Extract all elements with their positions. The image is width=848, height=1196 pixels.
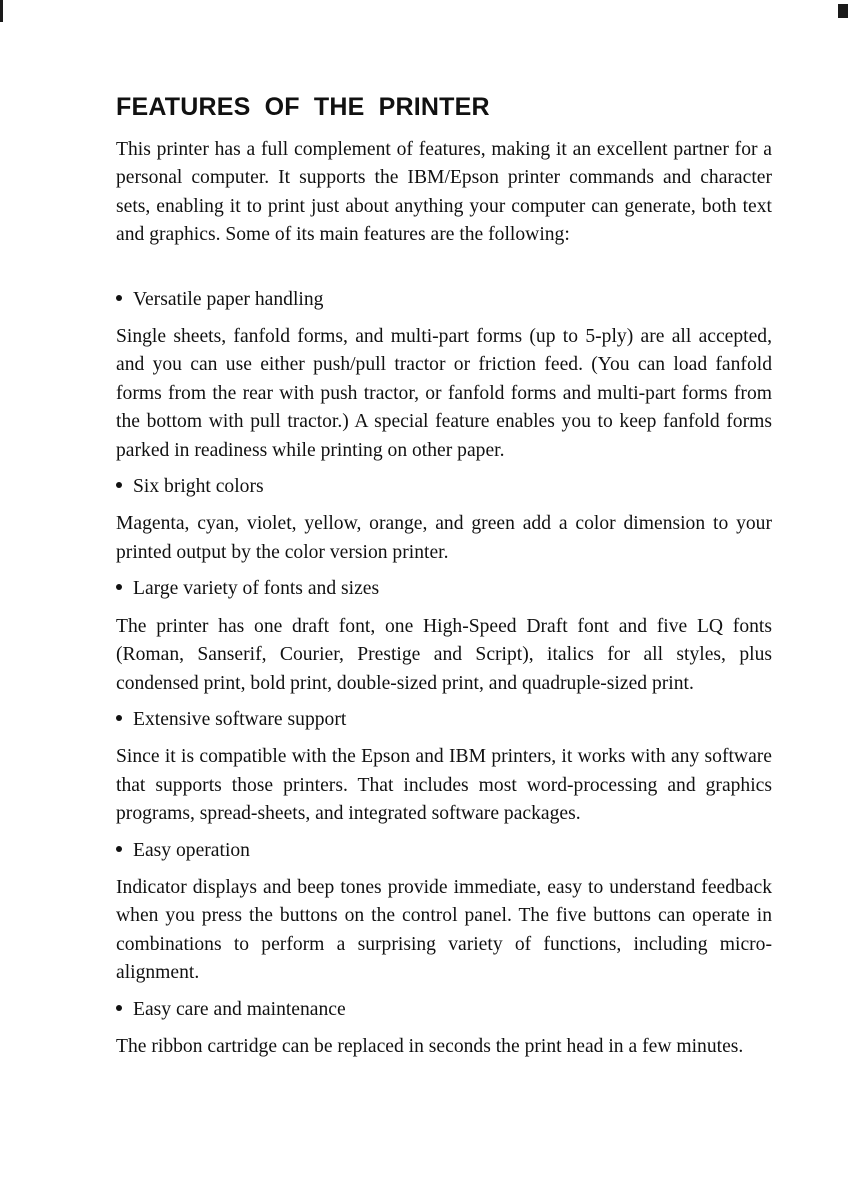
feature-body: Single sheets, fanfold forms, and multi-part forms (up to 5-ply) are all accepted, and you can use either push/pull tractor or friction feed. (You can load fanfold forms from the rear with push tractor, or fanfold forms and multi-part forms from the bottom with pull tractor.) A special feature enables you to keep fanfold forms parked in readiness while printing on other paper. xyxy=(116,326,772,461)
feature-section-fonts xyxy=(116,575,772,698)
feature-heading-text: Six bright colors xyxy=(133,476,264,498)
feature-body: The printer has one draft font, one High-Speed Draft font and five LQ fonts (Roman, Sanserif, Courier, Prestige and Script), italics for all styles, plus condensed print, bold print, double-sized print, and quadruple-sized print. xyxy=(116,615,772,694)
feature-section-paper-handling xyxy=(116,286,772,465)
feature-section-operation xyxy=(116,837,772,988)
feature-heading xyxy=(116,706,772,734)
bullet-icon xyxy=(116,846,122,852)
feature-body: The ribbon cartridge can be replaced in seconds the print head in a few minutes. xyxy=(116,1035,744,1057)
feature-heading-text: Easy operation xyxy=(133,839,250,861)
feature-section-software xyxy=(116,706,772,829)
bullet-icon xyxy=(116,1005,122,1011)
bullet-icon xyxy=(116,715,122,721)
feature-body: Indicator displays and beep tones provide immediate, easy to understand feedback when you press the buttons on the control panel. The five buttons can operate in combinations to perform a surprising variety of functions, including micro-alignment. xyxy=(116,876,772,984)
intro-paragraph: This printer has a full complement of features, making it an excellent partner for a personal computer. It supports the IBM/Epson printer commands and character sets, enabling it to print just about anything your computer can generate, both text and graphics. Some of its main features are the following: xyxy=(116,139,772,246)
feature-heading xyxy=(116,286,772,314)
feature-heading xyxy=(116,575,772,603)
feature-heading xyxy=(116,996,772,1024)
bullet-icon xyxy=(116,295,122,301)
feature-section-maintenance xyxy=(116,996,772,1062)
scan-edge-mark-right xyxy=(838,4,848,18)
feature-heading xyxy=(116,473,772,501)
feature-body: Magenta, cyan, violet, yellow, orange, and green add a color dimension to your printed output by the color version printer. xyxy=(116,513,772,563)
document-page xyxy=(116,92,772,1069)
feature-heading-text: Large variety of fonts and sizes xyxy=(133,578,380,600)
feature-heading-text: Extensive software support xyxy=(133,708,347,730)
bullet-icon xyxy=(116,482,122,488)
bullet-icon xyxy=(116,584,122,590)
feature-section-colors xyxy=(116,473,772,567)
feature-body: Since it is compatible with the Epson and IBM printers, it works with any software that supports those printers. That includes most word-processing and graphics programs, spread-sheets, and integrated software packages. xyxy=(116,746,772,825)
page-title: FEATURES OF THE PRINTER xyxy=(116,93,490,121)
feature-heading-text: Versatile paper handling xyxy=(133,288,324,310)
feature-heading-text: Easy care and maintenance xyxy=(133,998,346,1020)
feature-heading xyxy=(116,837,772,865)
scan-edge-mark-left xyxy=(0,0,3,22)
